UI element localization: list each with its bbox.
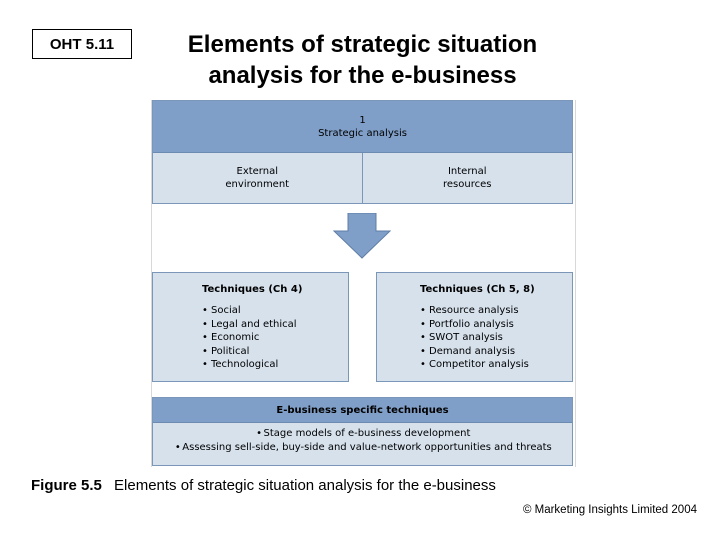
internal-resources-line-2: resources (443, 179, 492, 190)
internal-resources-line-1: Internal (447, 166, 487, 177)
list-item: • Legal and ethical (202, 318, 297, 332)
copyright-notice: © Marketing Insights Limited 2004 (522, 504, 697, 516)
slide-badge-label: OHT 5.11 (49, 35, 115, 53)
external-environment-line-1: External (236, 166, 278, 177)
techniques-ch4-list (202, 304, 297, 372)
list-item: • Assessing sell-side, buy-side and value-network opportunities and threats (153, 441, 572, 455)
techniques-ch4-title: Techniques (Ch 4) (202, 284, 303, 295)
list-item: • Portfolio analysis (420, 318, 529, 332)
list-item: • Technological (202, 358, 297, 372)
list-item: • Economic (202, 331, 297, 345)
external-environment-line-2: environment (225, 179, 290, 190)
list-item: • Demand analysis (420, 345, 529, 359)
techniques-ch5-8-list (420, 304, 529, 372)
list-item: • Resource analysis (420, 304, 529, 318)
slide-title (150, 29, 575, 91)
ebusiness-techniques-list (153, 427, 572, 454)
down-arrow-icon (333, 213, 391, 259)
external-environment-cell (153, 153, 363, 203)
strategic-analysis-header (153, 101, 572, 153)
ebusiness-techniques-box (152, 397, 573, 466)
list-item: • Social (202, 304, 297, 318)
list-item: • Stage models of e-business development (153, 427, 572, 441)
ebusiness-techniques-title: E-business specific techniques (153, 398, 572, 423)
figure-caption-text: Elements of strategic situation analysis for the e-business (114, 477, 496, 494)
figure-number: Figure 5.5 (31, 477, 102, 494)
list-item: • Competitor analysis (420, 358, 529, 372)
techniques-ch4-box (152, 272, 349, 382)
strategic-analysis-title: Strategic analysis (318, 127, 407, 139)
stage-number: 1 (359, 114, 366, 126)
techniques-ch5-8-title: Techniques (Ch 5, 8) (420, 284, 535, 295)
slide-badge (32, 29, 132, 59)
slide-title-line-1: Elements of strategic situation (187, 31, 538, 58)
techniques-ch5-8-box (376, 272, 573, 382)
list-item: • Political (202, 345, 297, 359)
strategic-analysis-box (152, 100, 573, 204)
internal-resources-cell (363, 153, 573, 203)
figure-caption (31, 477, 496, 494)
list-item: • SWOT analysis (420, 331, 529, 345)
slide-title-line-2: analysis for the e-business (208, 62, 517, 89)
